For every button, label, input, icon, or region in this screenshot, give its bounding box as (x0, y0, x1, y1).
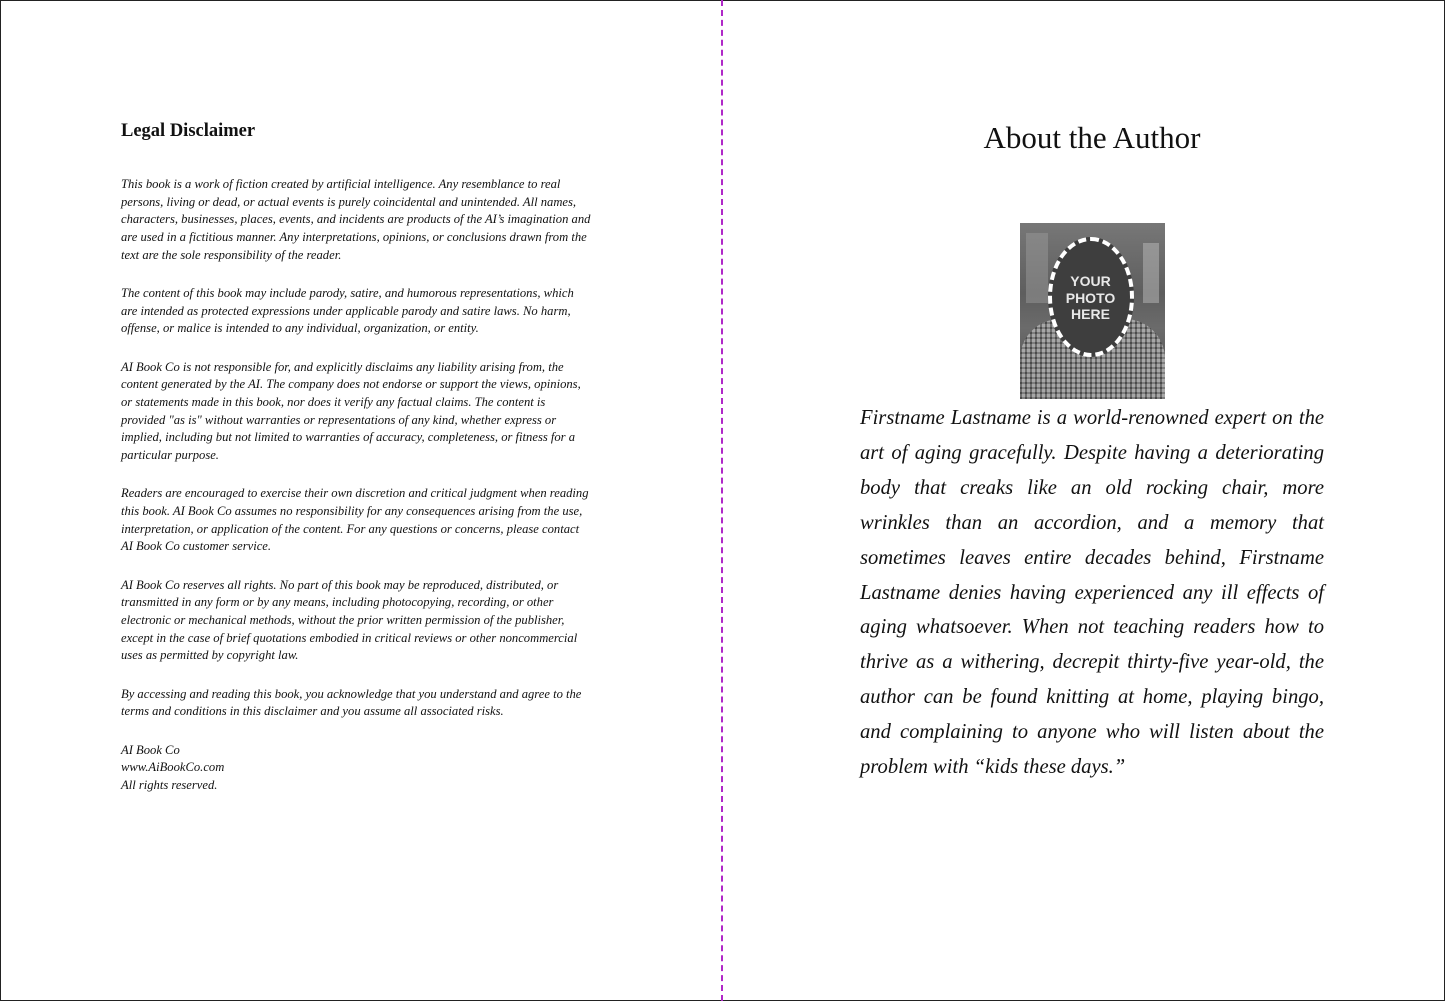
photo-label-line: YOUR (1070, 273, 1111, 289)
disclaimer-paragraph: This book is a work of fiction created by artificial intelligence. Any resemblance to real persons, living or dead, or actual events is purely coincidental and unintended. All names, characters, businesses, places, events, and incidents are products of the AI’s imagination and are used in a fictitious manner. Any interpretations, opinions, or conclusions drawn from the text are the sole responsibility of the reader. (121, 177, 591, 262)
photo-placeholder-label (1048, 273, 1134, 323)
photo-background-shape (1143, 243, 1159, 303)
fold-line (721, 0, 723, 1001)
disclaimer-paragraph: AI Book Co is not responsible for, and explicitly disclaims any liability arising from, the content generated by the AI. The company does not endorse or support the views, opinions, or statements made in this book, nor does it verify any factual claims. The content is provided "as is" without warranties or representations of any kind, whether express or implied, including but not limited to warranties of accuracy, completeness, or fitness for a particular purpose. (121, 359, 581, 463)
disclaimer-paragraph: AI Book Co reserves all rights. No part of this book may be reproduced, distributed, or transmitted in any form or by any means, including photocopying, recording, or other electronic or mechanical methods, without the prior written permission of the publisher, except in the case of brief quotations embodied in critical reviews or other noncommercial uses as permitted by copyright law. (121, 577, 578, 663)
author-bio: Firstname Lastname is a world-renowned expert on the art of aging gracefully. Despite having a deteriorating body that creaks like an old rocking chair, more wrinkles than an accordion, and a memory that sometimes leaves entire decades behind, Firstname Lastname denies having experienced any ill effects of aging whatsoever. When not teaching readers how to thrive as a withering, decrepit thirty-five year-old, the author can be found knitting at home, playing bingo, and complaining to anyone who will listen about the problem with “kids these days.” (860, 407, 1324, 779)
publisher-contact (121, 742, 591, 795)
about-author-heading: About the Author (983, 120, 1201, 155)
author-photo-placeholder (1020, 223, 1165, 399)
photo-background-shape (1026, 233, 1048, 303)
publisher-name: AI Book Co (121, 742, 180, 757)
disclaimer-paragraph: The content of this book may include parody, satire, and humorous representations, which are intended as protected expressions under applicable parody and satire laws. No harm, offense, or malice is intended to any individual, organization, or entity. (121, 286, 574, 336)
photo-label-line: HERE (1071, 306, 1110, 322)
legal-disclaimer-heading: Legal Disclaimer (121, 121, 256, 141)
disclaimer-paragraph: Readers are encouraged to exercise their own discretion and critical judgment when reading this book. AI Book Co assumes no responsibility for any consequences arising from the use, interpretation, or application of the content. For any questions or concerns, please contact AI Book Co customer service. (121, 486, 589, 554)
about-author-page (860, 116, 1324, 785)
rights-notice: All rights reserved. (121, 777, 218, 792)
publisher-website: www.AiBookCo.com (121, 760, 225, 775)
disclaimer-paragraph: By accessing and reading this book, you acknowledge that you understand and agree to the terms and conditions in this disclaimer and you assume all associated risks. (121, 686, 582, 719)
legal-disclaimer-page (121, 118, 591, 795)
photo-label-line: PHOTO (1065, 289, 1116, 306)
